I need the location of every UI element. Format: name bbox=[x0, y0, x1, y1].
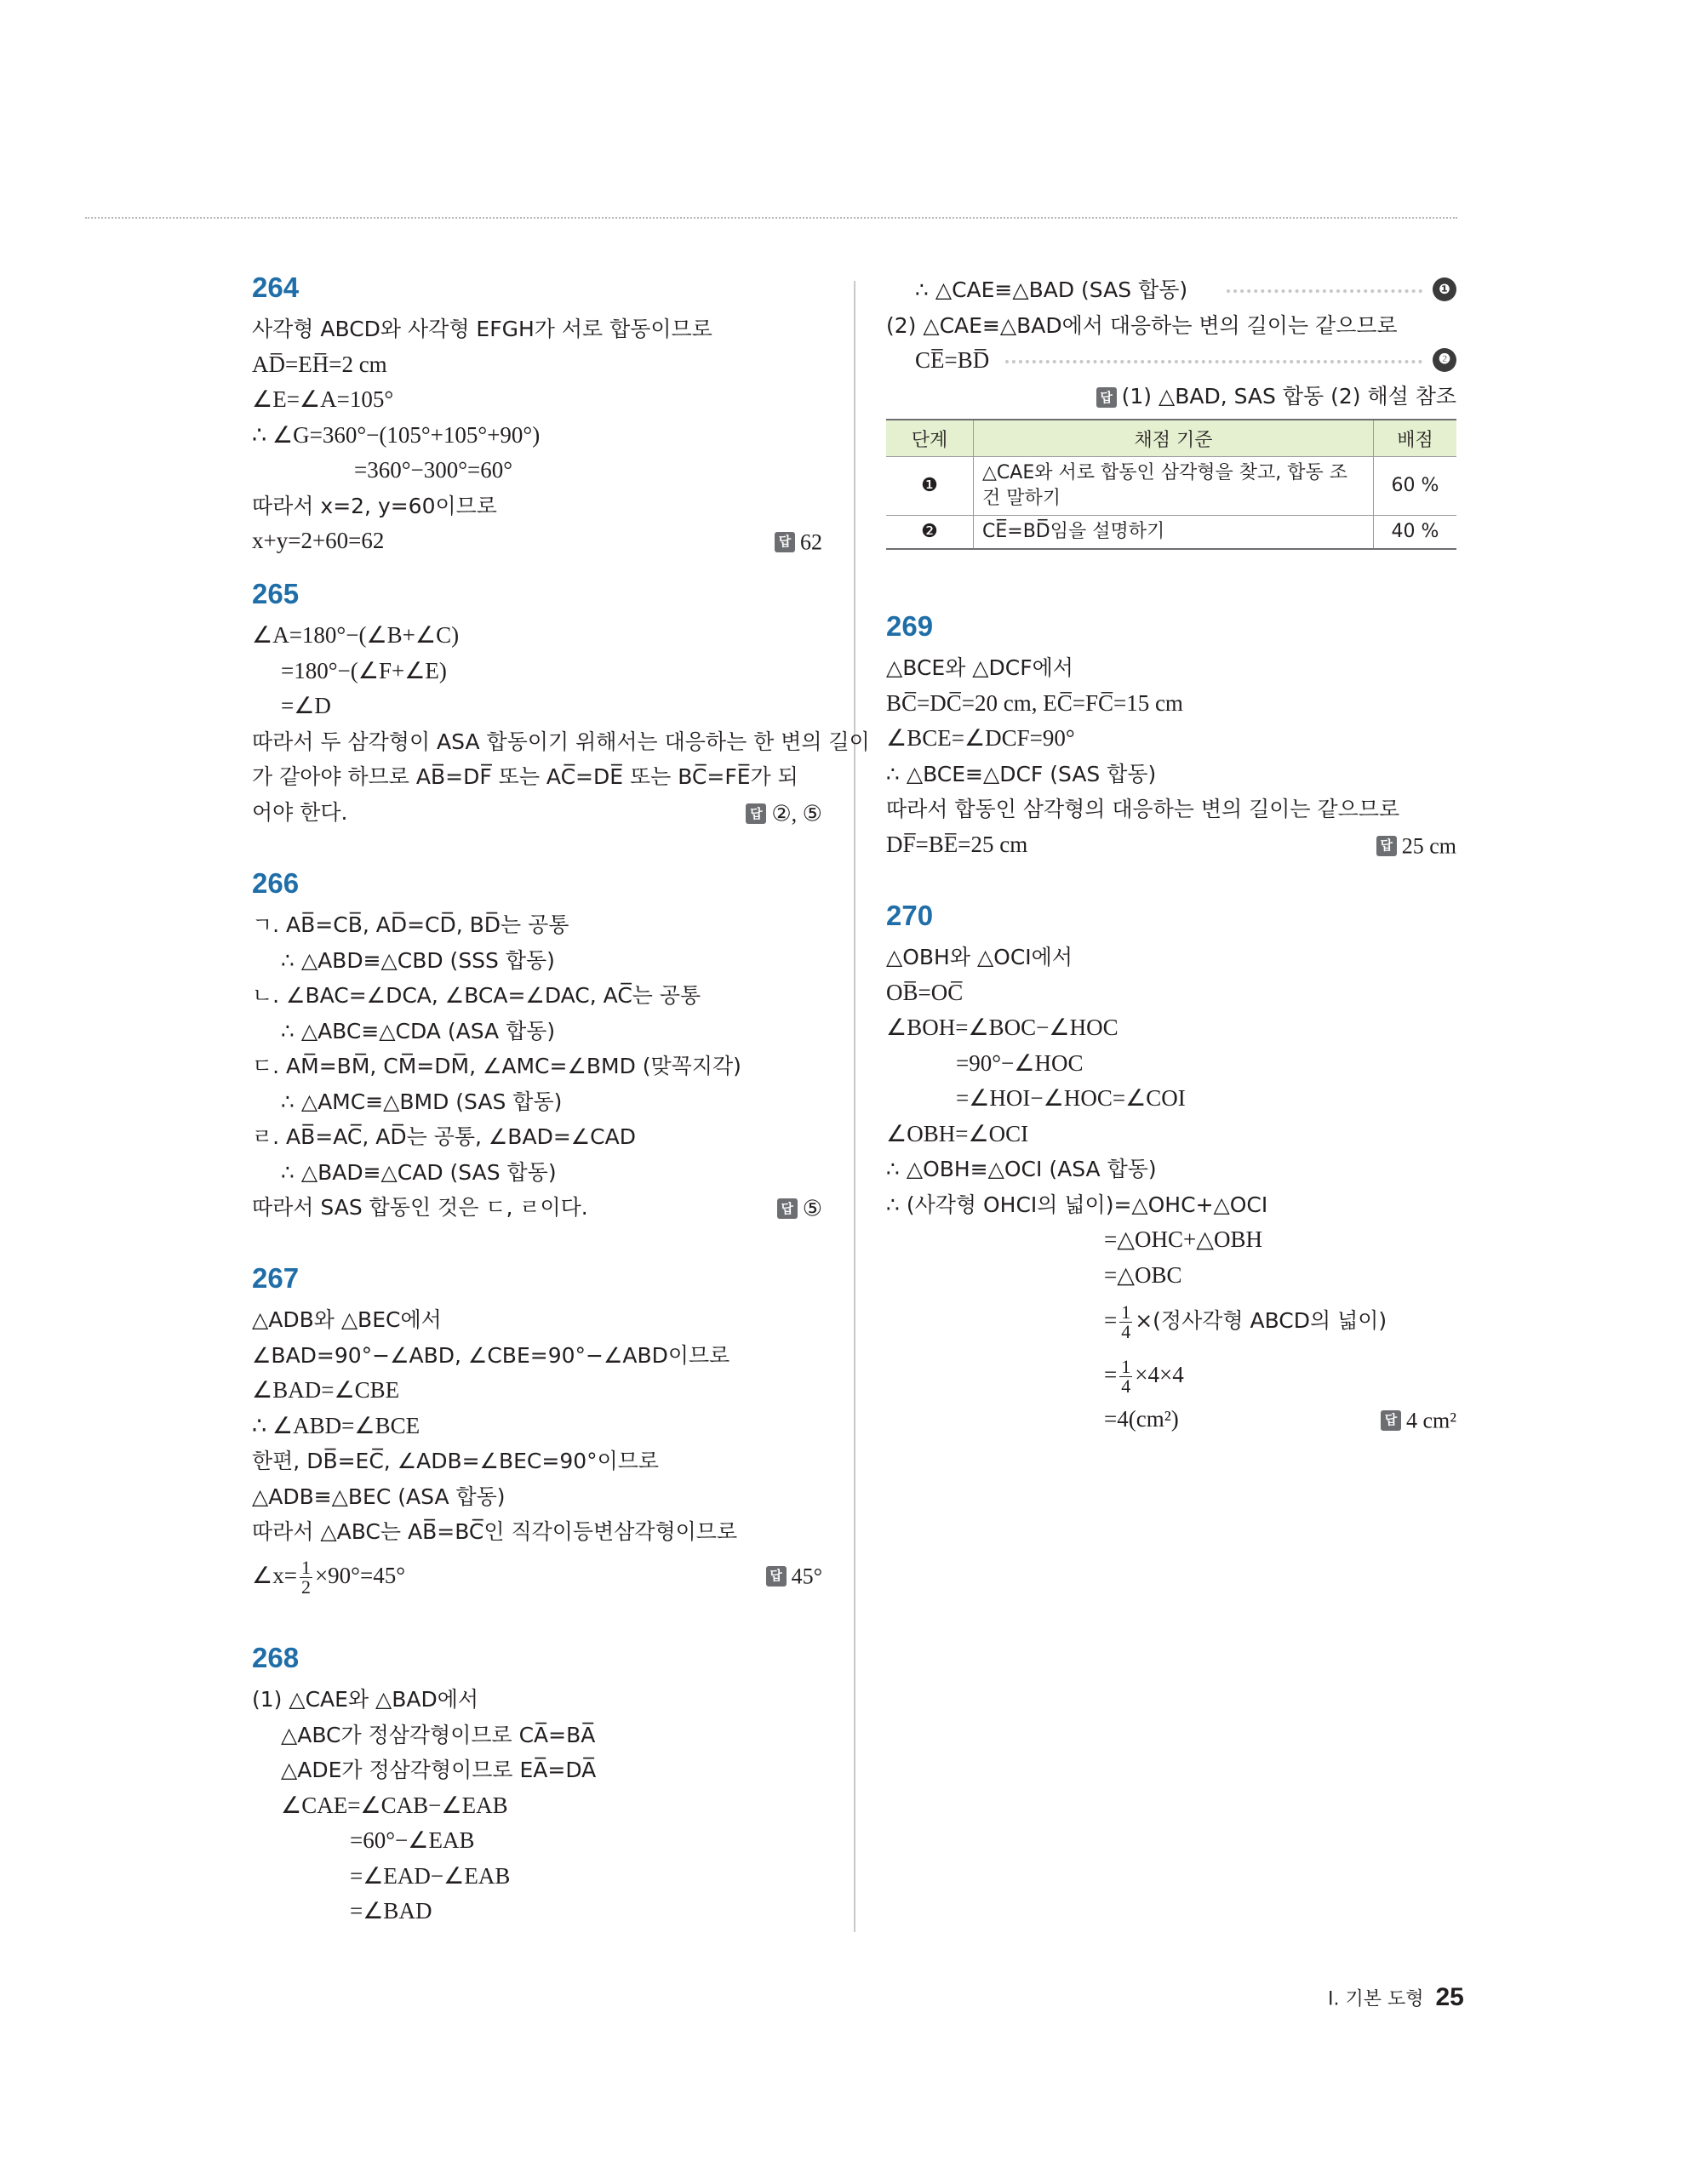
answer-mark-icon: 답 bbox=[1376, 836, 1397, 856]
problem-number: 268 bbox=[252, 1642, 300, 1673]
answer-mark-icon: 답 bbox=[775, 532, 795, 552]
dotted-leader bbox=[1005, 360, 1422, 363]
solution-line: ∴ ∠G=360°−(105°+105°+90°) bbox=[252, 421, 541, 448]
solution-line: OB̅=OC̅ bbox=[886, 979, 964, 1005]
solution-text: CE̅=BD̅ bbox=[915, 347, 990, 373]
denominator: 2 bbox=[300, 1575, 311, 1598]
row-score: 40 % bbox=[1374, 516, 1457, 550]
solution-text: ∴ △CAE≡△BAD (SAS 합동) bbox=[915, 277, 1188, 302]
dotted-leader bbox=[1227, 289, 1422, 293]
solution-line: =△OBC bbox=[1104, 1261, 1182, 1288]
grading-table bbox=[886, 419, 1456, 550]
solution-line: ㄹ. AB̅=AC̅, AD̅는 공통, ∠BAD=∠CAD bbox=[252, 1124, 636, 1149]
equation-start: ∠x= bbox=[252, 1562, 297, 1588]
top-dotted-rule bbox=[85, 217, 1457, 219]
header-criteria: 채점 기준 bbox=[974, 420, 1374, 457]
page-number: 25 bbox=[1435, 1983, 1464, 2011]
step-marker-2: ❷ bbox=[1433, 348, 1456, 372]
solution-line bbox=[886, 1402, 1456, 1438]
problem-269 bbox=[886, 609, 1456, 899]
equation-start: = bbox=[1104, 1307, 1118, 1333]
denominator: 4 bbox=[1121, 1320, 1131, 1342]
answer-value: 45° bbox=[791, 1563, 822, 1588]
answer-value: 25 cm bbox=[1401, 833, 1456, 859]
answer bbox=[777, 1190, 822, 1226]
equation-end: ×4×4 bbox=[1135, 1362, 1184, 1387]
solution-line: 한편, DB̅=EC̅, ∠ADB=∠BEC=90°이므로 bbox=[252, 1449, 660, 1473]
problem-number: 267 bbox=[252, 1262, 300, 1294]
problem-number: 265 bbox=[252, 578, 300, 609]
problem-number: 264 bbox=[252, 272, 300, 303]
column-divider bbox=[854, 281, 855, 1932]
solution-line: =360°−300°=60° bbox=[354, 457, 513, 483]
answer-value: (1) △BAD, SAS 합동 (2) 해설 참조 bbox=[1121, 383, 1456, 409]
solution-line: ∠OBH=∠OCI bbox=[886, 1120, 1029, 1146]
solution-line: ∴ △BCE≡△DCF (SAS 합동) bbox=[886, 761, 1157, 786]
grading-row bbox=[886, 516, 1456, 550]
answer-value: ⑤ bbox=[802, 1196, 822, 1221]
row-step: ❷ bbox=[886, 516, 974, 550]
solution-line bbox=[886, 1347, 1456, 1402]
solution-line: △ABC가 정삼각형이므로 CA̅=BA̅ bbox=[281, 1722, 596, 1747]
solution-line bbox=[886, 1293, 1456, 1347]
solution-line: ∴ △OBH≡△OCI (ASA 합동) bbox=[886, 1157, 1157, 1181]
problem-267 bbox=[252, 1261, 822, 1641]
solution-line: =180°−(∠F+∠E) bbox=[281, 657, 447, 683]
header-step: 단계 bbox=[886, 420, 974, 457]
numerator: 1 bbox=[300, 1556, 311, 1578]
solution-line: ∠BCE=∠DCF=90° bbox=[886, 725, 1075, 751]
solution-line bbox=[252, 1550, 822, 1601]
solution-line: 따라서 x=2, y=60이므로 bbox=[252, 493, 497, 518]
solution-line: =△OHC+△OBH bbox=[1104, 1226, 1262, 1252]
solution-line: ∴ △BAD≡△CAD (SAS 합동) bbox=[281, 1159, 557, 1185]
answer-value: 4 cm² bbox=[1405, 1408, 1456, 1433]
grading-row bbox=[886, 457, 1456, 516]
solution-line: △ADE가 정삼각형이므로 EA̅=DA̅ bbox=[281, 1758, 597, 1782]
answer-value: ②, ⑤ bbox=[771, 800, 822, 826]
answer bbox=[746, 795, 822, 832]
solution-line: BC̅=DC̅=20 cm, EC̅=FC̅=15 cm bbox=[886, 689, 1183, 716]
fraction bbox=[1119, 1303, 1132, 1341]
solution-line: ∠A=180°−(∠B+∠C) bbox=[252, 622, 460, 648]
step-marker-1: ❶ bbox=[1433, 277, 1456, 301]
solution-line: AD̅=EH̅=2 cm bbox=[252, 351, 387, 377]
solution-line bbox=[252, 1190, 822, 1226]
solution-line bbox=[886, 343, 1456, 379]
solution-line: (1) △CAE와 △BAD에서 bbox=[252, 1687, 479, 1712]
solution-line: 따라서 △ABC는 AB̅=BC̅인 직각이등변삼각형이므로 bbox=[252, 1519, 738, 1544]
solution-line: △ADB와 △BEC에서 bbox=[252, 1307, 442, 1332]
answer bbox=[766, 1550, 822, 1602]
numerator: 1 bbox=[1121, 1301, 1131, 1323]
numerator: 1 bbox=[1121, 1356, 1131, 1378]
header-score: 배점 bbox=[1374, 420, 1457, 457]
answer bbox=[1096, 379, 1456, 415]
answer bbox=[1381, 1402, 1456, 1438]
solution-line: 따라서 두 삼각형이 ASA 합동이기 위해서는 대응하는 한 변의 길이 bbox=[252, 729, 870, 754]
answer-mark-icon: 답 bbox=[777, 1198, 798, 1219]
solution-line: ∴ (사각형 OHCI의 넓이)=△OHC+△OCI bbox=[886, 1192, 1268, 1217]
solution-line: =∠HOI−∠HOC=∠COI bbox=[956, 1085, 1186, 1111]
solution-line: =∠D bbox=[281, 693, 331, 718]
solution-line bbox=[252, 795, 822, 831]
solution-line: =∠EAD−∠EAB bbox=[350, 1862, 511, 1889]
solution-line: △OBH와 △OCI에서 bbox=[886, 945, 1073, 969]
left-column bbox=[252, 271, 870, 1930]
answer-mark-icon: 답 bbox=[1096, 387, 1117, 408]
solution-line: ㄱ. AB̅=CB̅, AD̅=CD̅, BD̅는 공통 bbox=[252, 912, 569, 937]
problem-268-part2 bbox=[886, 272, 1456, 609]
answer-mark-icon: 답 bbox=[1381, 1410, 1401, 1431]
answer-mark-icon: 답 bbox=[746, 803, 766, 824]
problem-number: 270 bbox=[886, 900, 934, 931]
solution-line bbox=[886, 379, 1456, 415]
solution-line: ∠BAD=∠CBE bbox=[252, 1377, 400, 1403]
equation: =4(cm²) bbox=[1104, 1406, 1179, 1432]
answer-mark-icon: 답 bbox=[766, 1566, 787, 1587]
answer bbox=[775, 523, 822, 560]
page-footer bbox=[1328, 1983, 1464, 2012]
solution-line: △BCE와 △DCF에서 bbox=[886, 655, 1073, 680]
fraction bbox=[300, 1558, 312, 1597]
solution-line: =60°−∠EAB bbox=[350, 1827, 475, 1853]
solution-line: ∠CAE=∠CAB−∠EAB bbox=[281, 1792, 508, 1818]
problem-number: 266 bbox=[252, 867, 300, 899]
answer bbox=[1376, 827, 1456, 864]
problem-265 bbox=[252, 577, 870, 866]
solution-line: (2) △CAE≡△BAD에서 대응하는 변의 길이는 같으므로 bbox=[886, 312, 1398, 338]
solution-line: ∠BAD=90°−∠ABD, ∠CBE=90°−∠ABD이므로 bbox=[252, 1342, 730, 1368]
equation: x+y=2+60=62 bbox=[252, 528, 385, 553]
solution-line: △ADB≡△BEC (ASA 합동) bbox=[252, 1484, 506, 1509]
solution-line: ∠BOH=∠BOC−∠HOC bbox=[886, 1015, 1118, 1040]
row-criteria: △CAE와 서로 합동인 삼각형을 찾고, 합동 조건 말하기 bbox=[974, 457, 1374, 516]
row-step: ❶ bbox=[886, 457, 974, 516]
solution-line: ∴ △ABC≡△CDA (ASA 합동) bbox=[281, 1018, 556, 1043]
equation: DF̅=BE̅=25 cm bbox=[886, 831, 1028, 857]
solution-line: =∠BAD bbox=[350, 1898, 432, 1924]
grading-header-row bbox=[886, 420, 1456, 457]
solution-line bbox=[886, 827, 1456, 863]
solution-line: ∠E=∠A=105° bbox=[252, 386, 394, 412]
problem-268-part1 bbox=[252, 1641, 822, 1930]
solution-text: 어야 한다. bbox=[252, 799, 348, 825]
solution-line: ∴ ∠ABD=∠BCE bbox=[252, 1412, 420, 1438]
problem-266 bbox=[252, 866, 822, 1261]
solution-line: 따라서 합동인 삼각형의 대응하는 변의 길이는 같으므로 bbox=[886, 797, 1400, 821]
solution-text: 따라서 SAS 합동인 것은 ㄷ, ㄹ이다. bbox=[252, 1195, 588, 1220]
solution-line: 가 같아야 하므로 AB̅=DF̅ 또는 AC̅=DE̅ 또는 BC̅=FE̅가 되 bbox=[252, 764, 798, 789]
solution-line: ㄷ. AM̅=BM̅, CM̅=DM̅, ∠AMC=∠BMD (맞꼭지각) bbox=[252, 1054, 741, 1078]
denominator: 4 bbox=[1121, 1375, 1131, 1398]
row-score: 60 % bbox=[1374, 457, 1457, 516]
solution-line: =90°−∠HOC bbox=[956, 1049, 1084, 1076]
answer-value: 62 bbox=[800, 529, 822, 555]
equation-end: ×90°=45° bbox=[314, 1562, 405, 1588]
solution-line bbox=[252, 523, 822, 559]
equation-start: = bbox=[1104, 1362, 1118, 1387]
equation-end: ×(정사각형 ABCD의 넓이) bbox=[1135, 1308, 1387, 1333]
solution-line: ∴ △AMC≡△BMD (SAS 합동) bbox=[281, 1089, 563, 1114]
solution-line: ∴ △ABD≡△CBD (SSS 합동) bbox=[281, 947, 555, 973]
problem-264 bbox=[252, 271, 822, 577]
problem-number: 269 bbox=[886, 610, 934, 642]
row-criteria: CE̅=BD̅임을 설명하기 bbox=[974, 516, 1374, 550]
solution-line: 사각형 ABCD와 사각형 EFGH가 서로 합동이므로 bbox=[252, 317, 712, 341]
solution-line: ㄴ. ∠BAC=∠DCA, ∠BCA=∠DAC, AC̅는 공통 bbox=[252, 983, 701, 1008]
solution-line bbox=[886, 272, 1456, 308]
problem-270 bbox=[886, 899, 1456, 1438]
chapter-label: Ⅰ. 기본 도형 bbox=[1328, 1988, 1424, 2010]
right-column bbox=[886, 272, 1456, 1438]
fraction bbox=[1119, 1358, 1132, 1396]
